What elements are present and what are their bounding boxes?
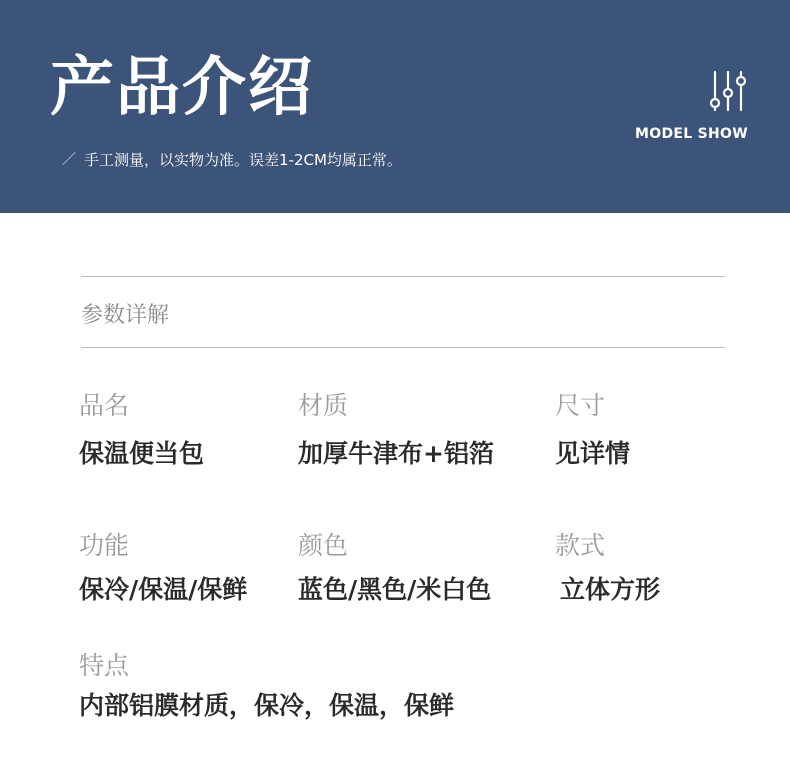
param-value-name: 保温便当包	[79, 439, 205, 468]
measurement-note: 手工测量，以实物为准。误差1-2CM均属正常。	[84, 150, 402, 169]
param-label-function: 功能	[79, 531, 130, 560]
divider-top	[81, 276, 725, 277]
param-value-color: 蓝色/黑色/米白色	[298, 575, 492, 604]
page-title: 产品介绍	[50, 51, 314, 125]
param-value-style: 立体方形	[560, 575, 661, 604]
param-label-style: 款式	[555, 531, 606, 560]
param-label-feature: 特点	[79, 651, 130, 680]
param-label-size: 尺寸	[555, 391, 606, 420]
param-value-function: 保冷/保温/保鲜	[79, 575, 248, 604]
param-label-material: 材质	[298, 391, 349, 420]
param-value-feature: 内部铝膜材质，保冷，保温，保鲜	[79, 691, 455, 720]
param-label-name: 品名	[79, 391, 130, 420]
divider-bottom	[81, 347, 725, 348]
section-title: 参数详解	[81, 303, 170, 328]
param-label-color: 颜色	[298, 531, 349, 560]
param-value-material: 加厚牛津布+铝箔	[298, 439, 494, 468]
header-banner	[0, 0, 790, 213]
slash-mark: ／	[62, 152, 76, 168]
equalizer-icon	[707, 70, 749, 112]
param-value-size: 见详情	[555, 439, 631, 468]
subtitle-row	[62, 148, 402, 170]
model-show-badge: MODEL SHOW	[635, 126, 748, 142]
